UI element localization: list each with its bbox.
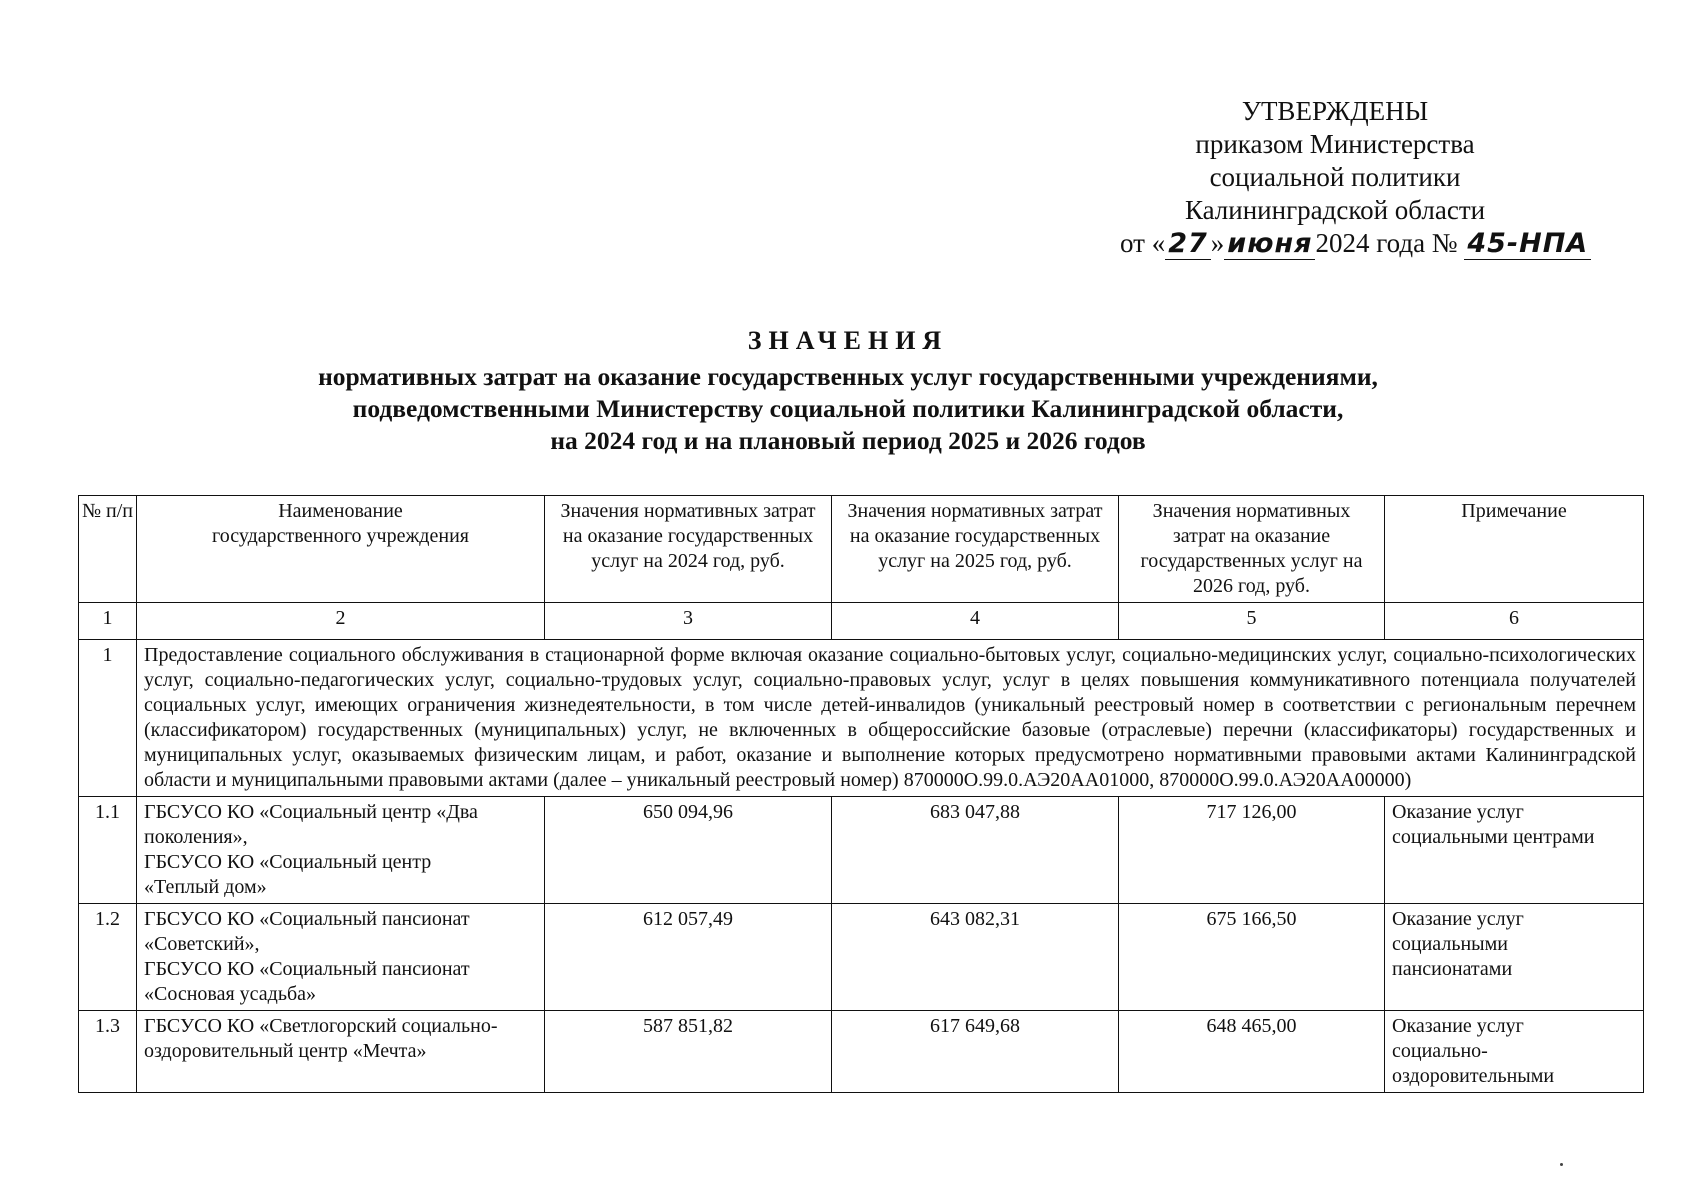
date-mid: » [1210, 228, 1225, 258]
date-suffix: 2024 года № [1315, 228, 1458, 258]
name-line: ГБСУСО КО «Социальный пансионат [144, 958, 470, 980]
document-subtitle-2: подведомственными Министерству социальной политики Калининградской области, [352, 394, 1344, 423]
cost-values-table [78, 495, 1644, 1093]
document-title-block [0, 325, 1696, 457]
column-number: 6 [1385, 603, 1644, 640]
approval-line-2: социальной политики [1209, 162, 1461, 192]
row-note [1385, 797, 1644, 904]
header-2026: Значения нормативных затрат на оказание государственных услуг на 2026 год, руб. [1119, 496, 1385, 603]
note-line: оздоровительными [1392, 1065, 1555, 1087]
note-line: Оказание услуг [1392, 1015, 1524, 1037]
scan-speck [1560, 1163, 1563, 1166]
row-note [1385, 904, 1644, 1011]
approval-line-1: приказом Министерства [1195, 129, 1475, 159]
column-number: 3 [545, 603, 832, 640]
name-line: ГБСУСО КО «Социальный центр «Два [144, 801, 478, 823]
approval-date-line [1120, 227, 1589, 260]
section-row [79, 640, 1644, 797]
name-line: ГБСУСО КО «Светлогорский социально- [144, 1015, 498, 1037]
approval-stamp [1120, 95, 1589, 260]
name-line: «Сосновая усадьба» [144, 983, 317, 1005]
handwritten-day: 27 [1165, 228, 1211, 260]
value-2026: 675 166,50 [1119, 904, 1385, 1011]
row-number: 1.3 [79, 1011, 137, 1093]
header-2025: Значения нормативных затрат на оказание государственных услуг на 2025 год, руб. [832, 496, 1119, 603]
name-line: ГБСУСО КО «Социальный центр [144, 851, 432, 873]
institution-name [137, 904, 545, 1011]
row-note [1385, 1011, 1644, 1093]
value-2024: 650 094,96 [545, 797, 832, 904]
note-line: социально- [1392, 1040, 1488, 1062]
header-2024: Значения нормативных затрат на оказание государственных услуг на 2024 год, руб. [545, 496, 832, 603]
name-line: «Советский», [144, 933, 260, 955]
note-line: социальными [1392, 933, 1508, 955]
name-line: поколения», [144, 826, 248, 848]
column-number: 1 [79, 603, 137, 640]
header-num: № п/п [79, 496, 137, 603]
value-2024: 587 851,82 [545, 1011, 832, 1093]
section-description: Предоставление социального обслуживания в стационарной форме включая оказание социально-бытовых услуг, социально-медицинских услуг, социально-психологических услуг, социально-педагогических услуг, социально-трудовых услуг, социально-правовых услуг, услуг в целях повышения коммуникативного потенциала получателей социальных услуг, имеющих ограничения жизнедеятельности, в том числе детей-инвалидов (уникальный реестровый номер в соответствии с региональным перечнем (классификатором) государственных (муниципальных) услуг, не включенных в общероссийские базовые (отраслевые) перечни (классификаторы) государственных и муниципальных услуг, оказываемых физическим лицам, и работ, оказание и выполнение которых предусмотрено нормативными правовыми актами Калининградской области и муниципальными правовыми актами (далее – уникальный реестровый номер) 870000О.99.0.АЭ20АА01000, 870000О.99.0.АЭ20АА00000) [137, 640, 1644, 797]
table-row [79, 797, 1644, 904]
table-header-row [79, 496, 1644, 603]
header-name-line-2: государственного учреждения [212, 525, 469, 547]
row-number: 1.2 [79, 904, 137, 1011]
header-name [137, 496, 545, 603]
date-prefix: от « [1120, 228, 1166, 258]
column-number-row [79, 603, 1644, 640]
document-heading: ЗНАЧЕНИЯ [747, 326, 949, 355]
header-name-line-1: Наименование [278, 500, 403, 522]
value-2026: 648 465,00 [1119, 1011, 1385, 1093]
name-line: «Теплый дом» [144, 876, 267, 898]
row-number: 1.1 [79, 797, 137, 904]
note-line: Оказание услуг [1392, 908, 1524, 930]
column-number: 5 [1119, 603, 1385, 640]
handwritten-order-number: 45-НПА [1464, 228, 1591, 260]
institution-name [137, 797, 545, 904]
section-number: 1 [79, 640, 137, 797]
institution-name [137, 1011, 545, 1093]
approval-title: УТВЕРЖДЕНЫ [1241, 96, 1429, 126]
value-2024: 612 057,49 [545, 904, 832, 1011]
column-number: 2 [137, 603, 545, 640]
handwritten-month: июня [1224, 228, 1315, 260]
header-note: Примечание [1385, 496, 1644, 603]
table-row [79, 904, 1644, 1011]
document-subtitle-1: нормативных затрат на оказание государственных услуг государственными учреждениями, [318, 362, 1378, 391]
table-row [79, 1011, 1644, 1093]
value-2025: 643 082,31 [832, 904, 1119, 1011]
note-line: пансионатами [1392, 958, 1513, 980]
document-subtitle-3: на 2024 год и на плановый период 2025 и 2026 годов [550, 426, 1146, 455]
value-2025: 617 649,68 [832, 1011, 1119, 1093]
value-2026: 717 126,00 [1119, 797, 1385, 904]
value-2025: 683 047,88 [832, 797, 1119, 904]
approval-line-3: Калининградской области [1184, 195, 1486, 225]
note-line: Оказание услуг [1392, 801, 1524, 823]
note-line: социальными центрами [1392, 826, 1595, 848]
name-line: ГБСУСО КО «Социальный пансионат [144, 908, 470, 930]
column-number: 4 [832, 603, 1119, 640]
name-line: оздоровительный центр «Мечта» [144, 1040, 427, 1062]
